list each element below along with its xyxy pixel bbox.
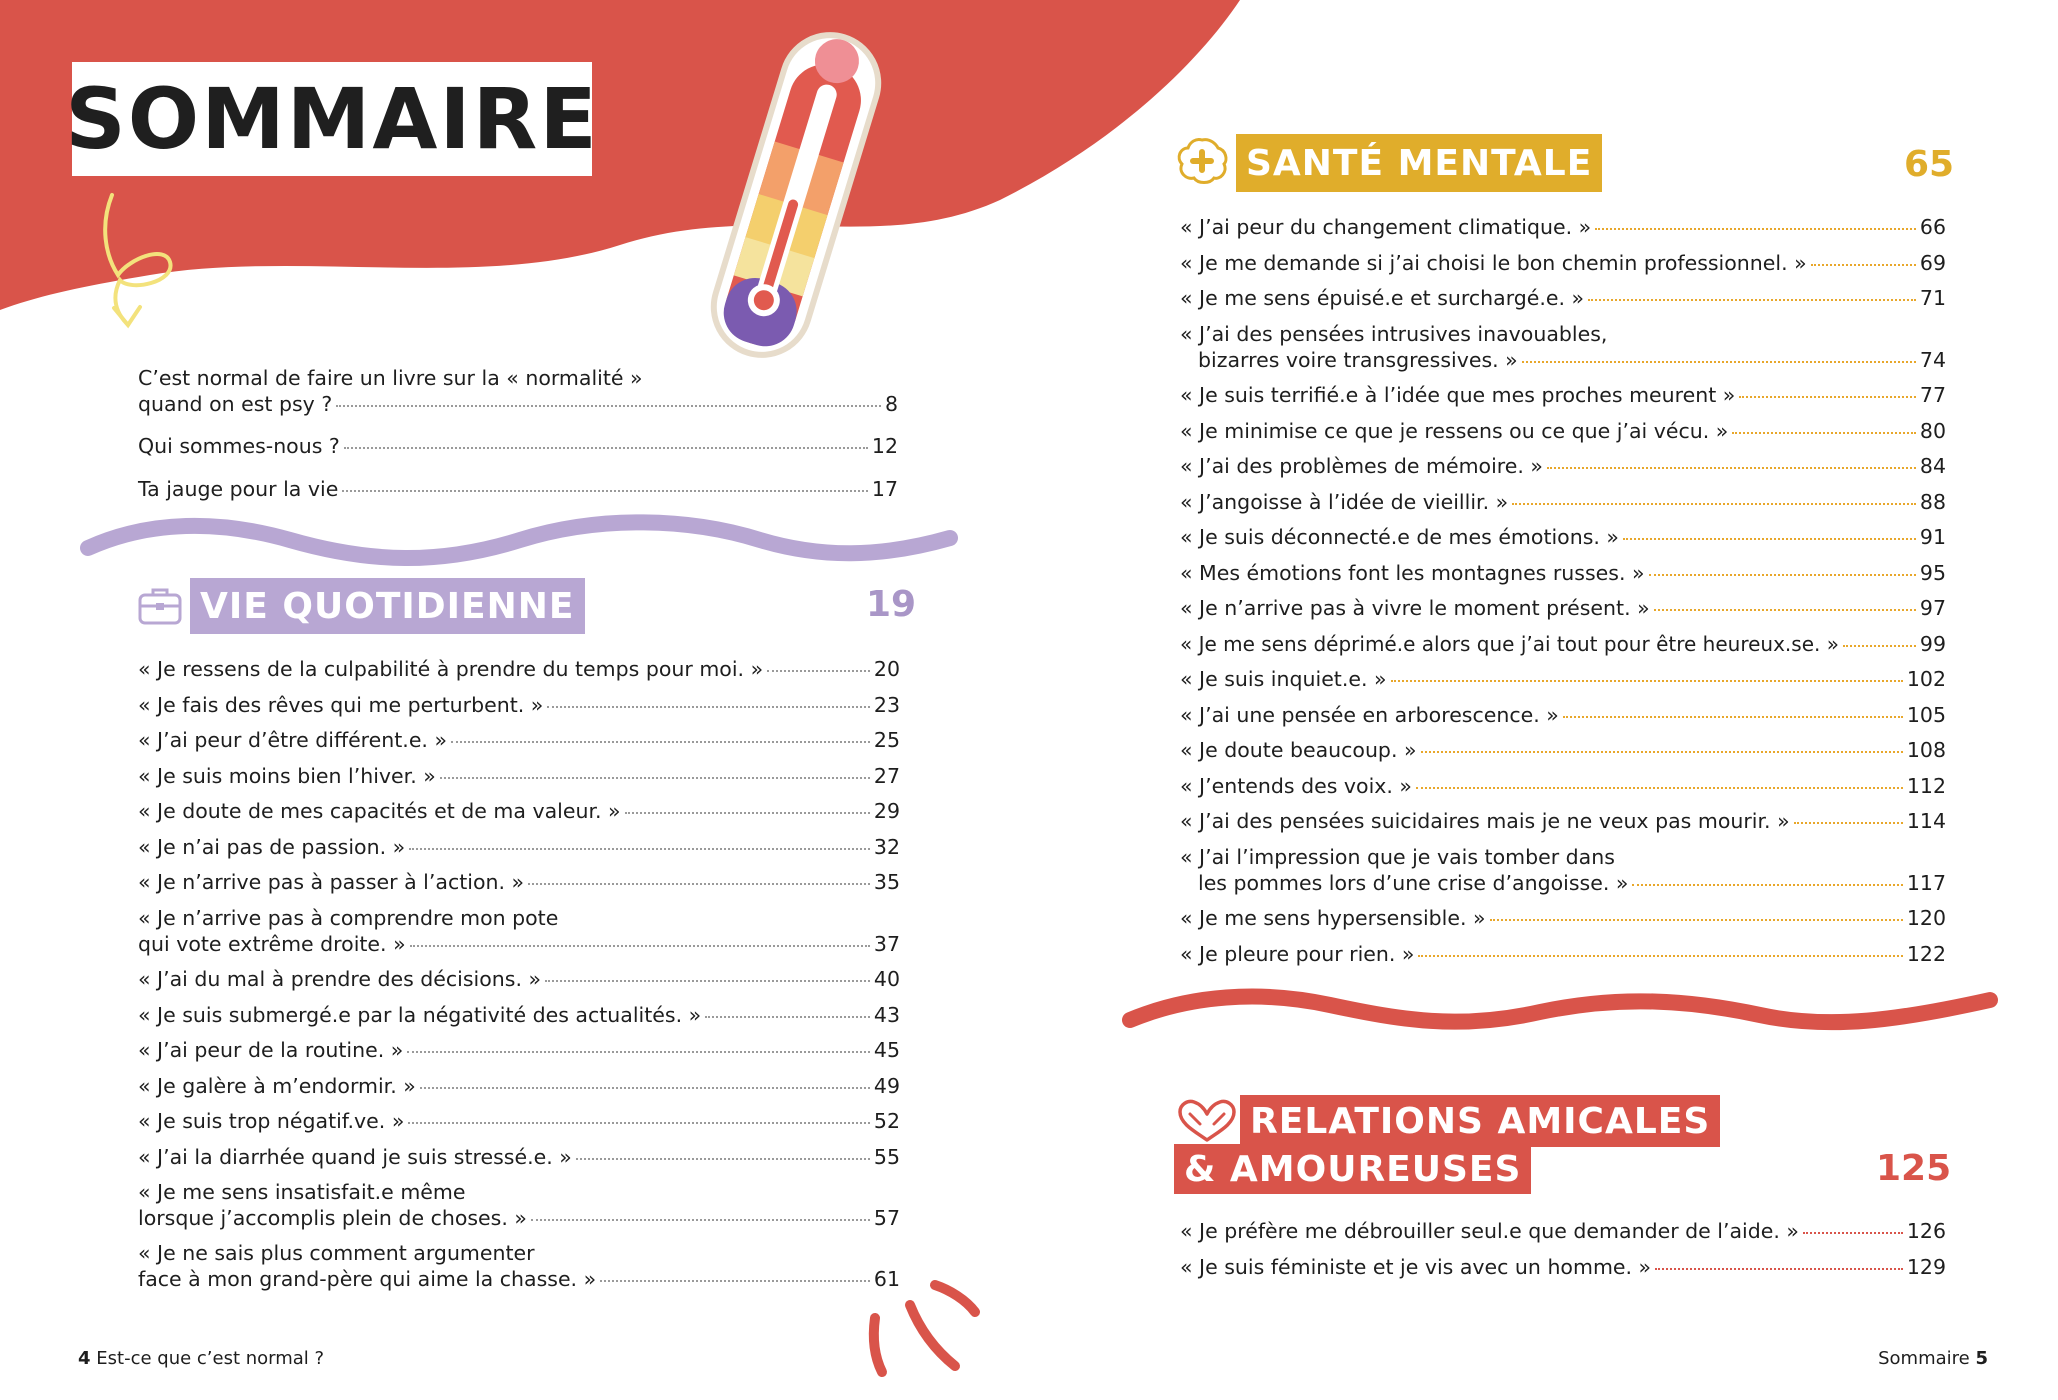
intro-list	[138, 365, 898, 505]
dot-leader	[1421, 751, 1903, 753]
entry-text: « Je suis déconnecté.e de mes émotions. »	[1180, 525, 1619, 549]
entry-text: bizarres voire transgressives. »	[1198, 347, 1518, 372]
list-item[interactable]	[1180, 321, 1946, 373]
list-item[interactable]	[138, 1037, 900, 1063]
page-number: 99	[1919, 631, 1946, 656]
entry-text: « Je ressens de la culpabilité à prendre du temps pour moi. »	[138, 657, 764, 681]
vie-list	[138, 656, 900, 1296]
dot-leader	[410, 945, 870, 947]
page-number: 20	[873, 657, 900, 681]
entry-text: « Je pleure pour rien. »	[1180, 941, 1415, 966]
page-number: 23	[873, 692, 900, 717]
entry-text: « Je fais des rêves qui me perturbent. »	[138, 692, 544, 717]
list-item[interactable]	[1180, 489, 1946, 515]
list-item[interactable]	[138, 905, 900, 957]
dot-leader	[1391, 680, 1903, 682]
entry-text: « J’angoisse à l’idée de vieillir. »	[1180, 489, 1509, 514]
entry-text: « J’ai la diarrhée quand je suis stressé.e. »	[138, 1144, 572, 1169]
list-item[interactable]	[138, 1144, 900, 1170]
list-item[interactable]	[1180, 773, 1946, 799]
entry-text: « Je suis trop négatif.ve. »	[138, 1109, 405, 1133]
dot-leader	[528, 883, 870, 885]
list-item[interactable]	[1180, 250, 1946, 276]
dot-leader	[344, 447, 868, 449]
entry-text: « J’ai du mal à prendre des décisions. »	[138, 967, 542, 991]
entry-text: « Je suis moins bien l’hiver. »	[138, 763, 436, 788]
entry-text: lorsque j’accomplis plein de choses. »	[138, 1206, 527, 1230]
entry-text: Qui sommes-nous ?	[138, 434, 340, 458]
dot-leader	[407, 1051, 870, 1053]
dot-leader	[625, 812, 870, 814]
page-number: 37	[873, 931, 900, 956]
dot-leader	[451, 741, 870, 743]
list-item[interactable]	[138, 1002, 900, 1028]
entry-text: « Je suis inquiet.e. »	[1180, 667, 1387, 691]
briefcase-icon	[138, 586, 182, 626]
page-number: 32	[873, 834, 900, 859]
page-number: 80	[1919, 418, 1946, 443]
list-item[interactable]	[1180, 844, 1946, 896]
dot-leader	[705, 1016, 870, 1018]
list-item[interactable]	[1180, 214, 1946, 240]
title-box	[65, 62, 599, 176]
list-item[interactable]	[138, 966, 900, 992]
page-number: 69	[1919, 250, 1946, 275]
list-item[interactable]	[1180, 285, 1946, 311]
entry-text: « J’entends des voix. »	[1180, 773, 1412, 798]
dot-leader	[547, 706, 870, 708]
entry-text: « Je suis submergé.e par la négativité des actualités. »	[138, 1002, 702, 1027]
page-number: 91	[1919, 525, 1946, 549]
page-number: 52	[873, 1109, 900, 1133]
dot-leader	[1623, 538, 1916, 540]
list-item[interactable]	[1180, 524, 1946, 550]
list-item[interactable]	[138, 1073, 900, 1099]
dot-leader	[576, 1158, 870, 1160]
dot-leader	[1595, 228, 1916, 230]
entry-text: « J’ai peur du changement climatique. »	[1180, 215, 1592, 239]
page-number: 61	[873, 1267, 900, 1291]
dot-leader	[1563, 716, 1903, 718]
entry-text: « Je n’arrive pas à passer à l’action. »	[138, 870, 525, 894]
dot-leader	[1654, 609, 1916, 611]
page-number: 8	[884, 392, 898, 416]
entry-text: « Je minimise ce que je ressens ou ce que j’ai vécu. »	[1180, 418, 1729, 443]
entry-text: « Je préfère me débrouiller seul.e que demander de l’aide. »	[1180, 1219, 1799, 1243]
list-item[interactable]	[1180, 418, 1946, 444]
page-number: 12	[871, 434, 898, 458]
book-title: Est-ce que c’est normal ?	[96, 1348, 325, 1369]
page-number: 129	[1906, 1254, 1946, 1279]
page-number: 102	[1906, 667, 1946, 691]
section-title: RELATIONS AMICALES	[1250, 1100, 1711, 1142]
entry-text: C’est normal de faire un livre sur la « normalité »	[138, 366, 643, 390]
entry-text: « Je me sens déprimé.e alors que j’ai tout pour être heureux.se. »	[1180, 631, 1839, 656]
list-item[interactable]	[138, 656, 900, 682]
dot-leader	[420, 1087, 870, 1089]
entry-text: Ta jauge pour la vie	[138, 477, 339, 501]
page-number: 74	[1919, 347, 1946, 372]
entry-text: qui vote extrême droite. »	[138, 931, 406, 956]
dot-leader	[1512, 503, 1916, 505]
page-number: 45	[873, 1038, 900, 1062]
section-label-relations-2	[1174, 1144, 1531, 1194]
lavender-wave	[88, 522, 950, 558]
dot-leader	[1490, 919, 1903, 921]
page-number: 17	[871, 477, 898, 501]
dot-leader	[1649, 574, 1916, 576]
page-number: 29	[873, 799, 900, 823]
list-item[interactable]	[1180, 905, 1946, 931]
burst-strokes	[874, 1285, 975, 1372]
entry-text: « Je n’arrive pas à vivre le moment présent. »	[1180, 596, 1650, 620]
page-number: 97	[1919, 596, 1946, 620]
dot-leader	[440, 777, 870, 779]
dot-leader	[531, 1219, 870, 1221]
list-item[interactable]	[1180, 666, 1946, 692]
page-number: 88	[1919, 489, 1946, 514]
entry-text: face à mon grand-père qui aime la chasse. »	[138, 1267, 597, 1291]
dot-leader	[1418, 955, 1902, 957]
page-number-left: 4	[78, 1348, 91, 1369]
list-item[interactable]	[138, 692, 900, 718]
entry-text: « J’ai peur d’être différent.e. »	[138, 728, 448, 752]
entry-text: « J’ai une pensée en arborescence. »	[1180, 702, 1559, 727]
entry-text: « Je ne sais plus comment argumenter	[138, 1241, 535, 1265]
entry-text: « Je doute beaucoup. »	[1180, 738, 1417, 762]
footer-right	[1878, 1348, 1988, 1369]
brain-cross-icon	[1176, 136, 1228, 186]
dot-leader	[409, 848, 870, 850]
entry-text: « Je n’ai pas de passion. »	[138, 834, 406, 859]
page-number: 25	[873, 728, 900, 752]
entry-text: « Je n’arrive pas à comprendre mon pote	[138, 905, 559, 930]
dot-leader	[1811, 264, 1916, 266]
list-item[interactable]	[138, 365, 898, 417]
list-item[interactable]	[1180, 737, 1946, 763]
entry-text: « Je me sens épuisé.e et surchargé.e. »	[1180, 286, 1585, 310]
page-number: 66	[1919, 215, 1946, 239]
dot-leader	[1843, 645, 1916, 647]
dot-leader	[600, 1280, 870, 1282]
page-number: 43	[873, 1002, 900, 1027]
entry-text: « Je suis féministe et je vis avec un homme. »	[1180, 1254, 1652, 1279]
list-item[interactable]	[138, 433, 898, 459]
page-number-right: 5	[1975, 1348, 1988, 1369]
section-title: VIE QUOTIDIENNE	[200, 585, 575, 627]
entry-text: « J’ai des problèmes de mémoire. »	[1180, 454, 1543, 478]
entry-text: « Je me demande si j’ai choisi le bon chemin professionnel. »	[1180, 250, 1807, 275]
page-number: 112	[1906, 773, 1946, 798]
section-label-vie	[190, 578, 585, 634]
list-item[interactable]	[1180, 453, 1946, 479]
list-item[interactable]	[138, 798, 900, 824]
section-page-sante: 65	[1904, 144, 1955, 185]
list-item[interactable]	[138, 869, 900, 895]
list-item[interactable]	[1180, 631, 1946, 657]
list-item[interactable]	[1180, 1218, 1946, 1244]
page-number: 95	[1919, 560, 1946, 585]
page-number: 108	[1906, 738, 1946, 762]
heart-hands-icon	[1176, 1098, 1238, 1146]
entry-text: « Je doute de mes capacités et de ma valeur. »	[138, 799, 621, 823]
list-item[interactable]	[1180, 808, 1946, 834]
page-number: 126	[1906, 1219, 1946, 1243]
dot-leader	[408, 1122, 870, 1124]
sante-list	[1180, 214, 1946, 974]
entry-text: « Mes émotions font les montagnes russes. »	[1180, 560, 1645, 585]
list-item[interactable]	[1180, 1254, 1946, 1280]
list-item[interactable]	[138, 1108, 900, 1134]
list-item[interactable]	[1180, 382, 1946, 408]
page-title: SOMMAIRE	[65, 70, 599, 168]
entry-text: « J’ai peur de la routine. »	[138, 1038, 404, 1062]
entry-text: « J’ai des pensées suicidaires mais je ne veux pas mourir. »	[1180, 809, 1790, 833]
dot-leader	[1655, 1268, 1903, 1270]
entry-text: quand on est psy ?	[138, 392, 333, 416]
dot-leader	[1632, 884, 1902, 886]
page-number: 49	[873, 1073, 900, 1098]
section-page-vie: 19	[866, 584, 917, 625]
list-item[interactable]	[138, 1240, 900, 1292]
page-number: 117	[1906, 870, 1946, 895]
entry-text: « J’ai l’impression que je vais tomber dans	[1180, 844, 1615, 869]
list-item[interactable]	[1180, 560, 1946, 586]
list-item[interactable]	[1180, 702, 1946, 728]
page-number: 35	[873, 870, 900, 894]
page-number: 77	[1919, 383, 1946, 407]
dot-leader	[1588, 299, 1916, 301]
page-number: 84	[1919, 454, 1946, 478]
list-item[interactable]	[1180, 941, 1946, 967]
section-page-relations: 125	[1876, 1148, 1952, 1189]
dot-leader	[1739, 396, 1916, 398]
dot-leader	[342, 490, 868, 492]
page-number: 122	[1906, 941, 1946, 966]
list-item[interactable]	[138, 834, 900, 860]
section-title: & AMOUREUSES	[1184, 1148, 1522, 1190]
entry-text: « Je me sens insatisfait.e même	[138, 1180, 466, 1204]
page-number: 120	[1906, 906, 1946, 930]
entry-text: les pommes lors d’une crise d’angoisse. »	[1198, 870, 1629, 895]
page-number: 57	[873, 1206, 900, 1230]
dot-leader	[767, 670, 870, 672]
dot-leader	[1794, 822, 1903, 824]
entry-text: « Je suis terrifié.e à l’idée que mes proches meurent »	[1180, 383, 1736, 407]
dot-leader	[1416, 787, 1903, 789]
dot-leader	[336, 405, 881, 407]
dot-leader	[545, 980, 870, 982]
list-item[interactable]	[1180, 595, 1946, 621]
entry-text: « Je galère à m’endormir. »	[138, 1073, 416, 1098]
page-number: 55	[873, 1144, 900, 1169]
relations-list	[1180, 1218, 1946, 1288]
section-label-relations-1	[1240, 1095, 1720, 1147]
dot-leader	[1732, 432, 1916, 434]
dot-leader	[1803, 1232, 1903, 1234]
entry-text: « Je me sens hypersensible. »	[1180, 906, 1486, 930]
page-number: 71	[1919, 286, 1946, 310]
section-label-sante	[1236, 134, 1602, 192]
list-item[interactable]	[138, 763, 900, 789]
list-item[interactable]	[138, 476, 898, 502]
entry-text: « J’ai des pensées intrusives inavouables,	[1180, 321, 1608, 346]
red-wave	[1130, 997, 1990, 1023]
page-number: 114	[1906, 809, 1946, 833]
list-item[interactable]	[138, 1179, 900, 1231]
dot-leader	[1547, 467, 1916, 469]
footer-left	[78, 1348, 324, 1369]
section-title: SANTÉ MENTALE	[1246, 142, 1593, 184]
page-number: 27	[873, 763, 900, 788]
dot-leader	[1522, 361, 1916, 363]
page-number: 105	[1906, 702, 1946, 727]
running-head: Sommaire	[1878, 1348, 1970, 1369]
page-number: 40	[873, 967, 900, 991]
list-item[interactable]	[138, 727, 900, 753]
